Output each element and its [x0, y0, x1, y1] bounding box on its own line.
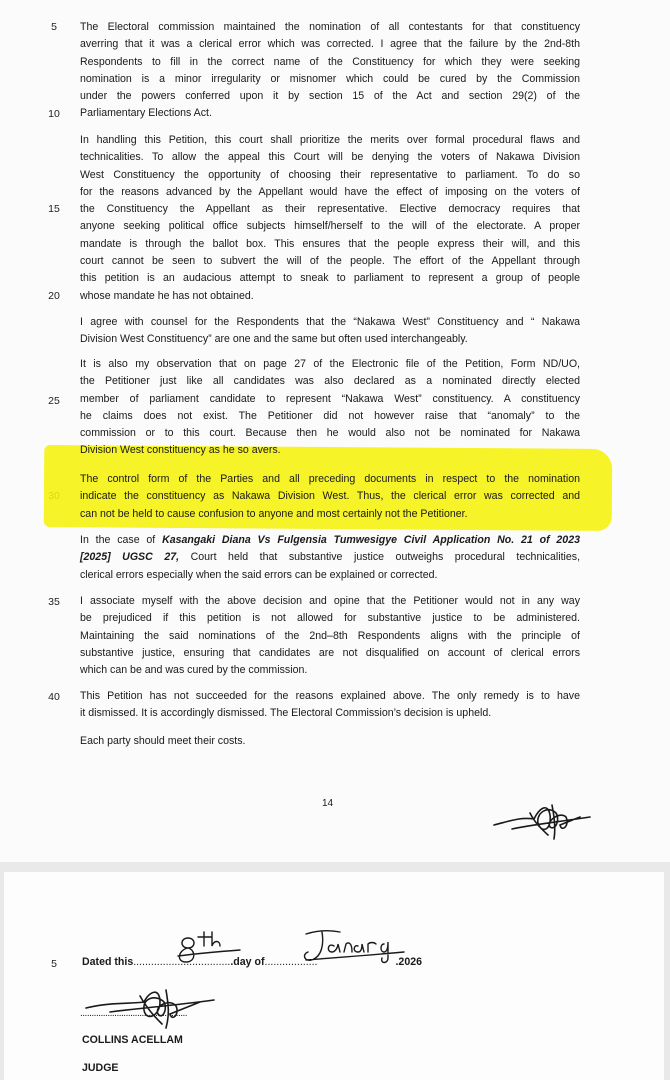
case-holding: Court held that substantive justice outweighs procedural technicalities, — [179, 551, 581, 564]
text-line: be prejudiced if this petition is not allowed for substantive justice to be administered. — [80, 612, 580, 625]
text-line: he claims does not exist. The Petitioner did not however raise that “anomaly” to the — [80, 409, 580, 422]
text-line: it dismissed. It is accordingly dismissed. The Electoral Commission’s decision is upheld. — [80, 707, 492, 720]
text-line: the Constituency the Appellant as their representative. Elective democracy requires that — [80, 203, 580, 216]
text-line: clerical errors especially when the said errors can be explained or corrected. — [80, 568, 438, 581]
text-line: West Constituency the opportunity of choosing their representative to parliament. To do so — [80, 168, 580, 181]
year: .2026 — [395, 956, 422, 968]
case-intro: In the case of — [80, 534, 163, 546]
paragraph-2 — [80, 132, 580, 305]
text-line: It is also my observation that on page 27 of the Electronic file of the Petition, Form ND/UO, — [80, 358, 580, 370]
text-line: averring that it was a clerical error which was corrected. I agree that the failure by the 2nd-8th — [80, 38, 580, 51]
text-line: member of parliament candidate to represent “Nakawa West” constituency. A constituency — [80, 392, 580, 405]
text-line: under the powers conferred upon it by section 15 of the Act and section 29(2) of the — [80, 90, 580, 103]
paragraph-4 — [80, 356, 580, 460]
text-line: I associate myself with the above decision and opine that the Petitioner would not in any way — [80, 595, 580, 607]
handwritten-day — [174, 928, 244, 971]
text-line: commission or to this court. Because then he would also not be nominated for Nakawa — [80, 427, 580, 440]
text-line: court cannot be seen to subvert the will of the people. The effort of the Appellant through — [80, 255, 580, 268]
text-line: Division West constituency as he so avers. — [80, 444, 281, 457]
line-number-5: 5 — [51, 21, 57, 33]
paragraph-9 — [80, 733, 580, 750]
text-line: The Electoral commission maintained the nomination of all contestants for that constituency — [80, 21, 580, 33]
text-line: the Petitioner just like all candidates was also declared as a nominated directly elected — [80, 375, 580, 388]
signature-image — [490, 795, 600, 843]
dated-dots: ................................. — [133, 956, 231, 968]
paragraph-7 — [80, 593, 580, 679]
text-line: Maintaining the said nominations of the 2nd–8th Respondents aligns with the principle of — [80, 629, 580, 642]
text-line: for the reasons advanced by the Appellant would have the effect of imposing on the voters of — [80, 185, 580, 198]
text-line: mandate is through the ballot box. This ensures that the people express their will, and this — [80, 237, 580, 250]
day-of-label: .day of — [230, 956, 265, 968]
case-citation: [2025] UGSC 27, — [80, 551, 180, 564]
dated-label: Dated this — [82, 956, 134, 968]
paragraph-1 — [80, 19, 580, 123]
line-number-40: 40 — [48, 691, 60, 703]
text-line: In handling this Petition, this court shall prioritize the merits over formal procedural flaws and — [80, 134, 580, 146]
text-line: indicate the constituency as Nakawa Division West. Thus, the clerical error was corrected and — [80, 490, 580, 503]
paragraph-8 — [80, 688, 580, 723]
text-line: Division West Constituency” are one and the same but often used interchangeably. — [80, 333, 468, 346]
text-line: I agree with counsel for the Respondents that the “Nakawa West” Constituency and “ Nakawa — [80, 316, 580, 328]
document-page-signature — [4, 872, 664, 1080]
signature-line: ............................................... — [80, 1008, 188, 1019]
judge-title: JUDGE — [82, 1062, 119, 1074]
dated-dots: .................. — [264, 956, 318, 968]
page-number: 14 — [322, 798, 334, 809]
line-number-10: 10 — [48, 108, 60, 120]
text-line: Parliamentary Elections Act. — [80, 107, 212, 120]
text-line — [80, 532, 580, 549]
text-line: anyone seeking political office subjects himself/herself to the will of the electorate. A proper — [80, 220, 580, 233]
line-number-15: 15 — [48, 203, 60, 215]
text-line: The control form of the Parties and all preceding documents in respect to the nomination — [80, 473, 580, 485]
text-line: substantive justice, ensuring that candidates are not disqualified on account of clerical errors — [80, 646, 580, 659]
handwritten-month — [300, 924, 410, 973]
line-number-25: 25 — [48, 395, 60, 407]
text-line: nomination is a minor irregularity or misnomer which could be cured by the Commission — [80, 72, 580, 85]
text-line: Each party should meet their costs. — [80, 735, 246, 747]
text-line: This Petition has not succeeded for the reasons explained above. The only remedy is to have — [80, 690, 580, 702]
line-number-20: 20 — [48, 290, 60, 302]
case-name: Kasangaki Diana Vs Fulgensia Tumwesigye Civil Application No. 21 of 2023 — [162, 534, 580, 546]
text-line: this petition is an audacious attempt to sneak to parliament to represent a group of people — [80, 272, 580, 285]
text-line — [80, 549, 580, 566]
text-line: Respondents to fill in the correct name of the Constituency for which they were seeking — [80, 55, 580, 68]
text-line: can not be held to cause confusion to anyone and most certainly not the Petitioner. — [80, 507, 468, 520]
judge-name: COLLINS ACELLAM — [82, 1034, 183, 1046]
paragraph-3 — [80, 314, 580, 349]
text-line: whose mandate he has not obtained. — [80, 289, 254, 302]
text-line: technicalities. To allow the appeal this Court will be denying the voters of Nakawa Division — [80, 151, 580, 164]
line-number-35: 35 — [48, 596, 60, 608]
paragraph-5-highlighted — [80, 471, 580, 523]
paragraph-6 — [80, 532, 580, 584]
line-number-5: 5 — [51, 958, 57, 970]
text-line: which can be and was cured by the commission. — [80, 664, 308, 677]
